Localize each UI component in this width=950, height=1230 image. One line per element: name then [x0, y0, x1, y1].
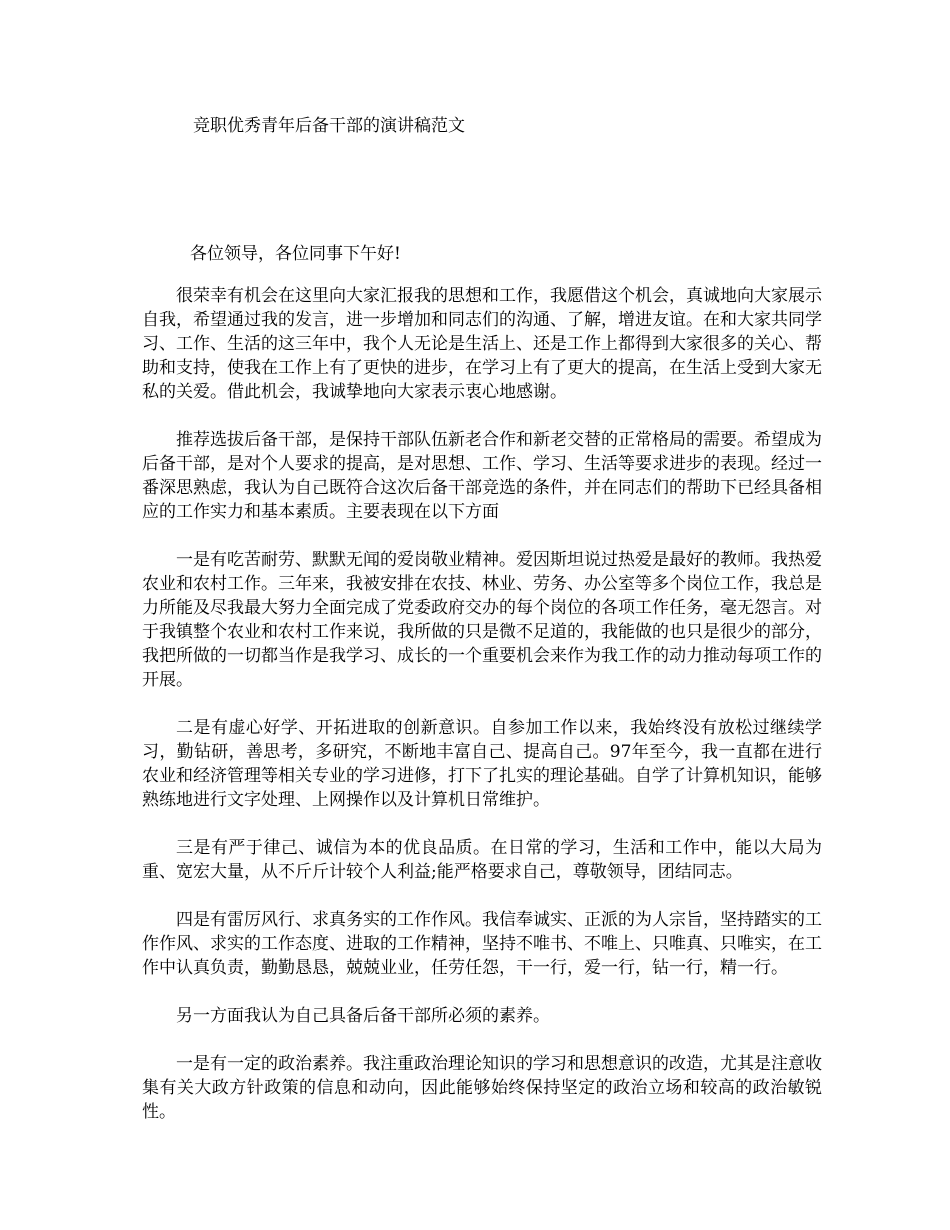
- paragraph: 二是有虚心好学、开拓进取的创新意识。自参加工作以来，我始终没有放松过继续学习，勤钻研，善思考，多研究，不断地丰富自己、提高自己。97年至今，我一直都在进行农业和经济管理等相关专业的学习进修，打下了扎实的理论基础。自学了计算机知识，能够熟练地进行文字处理、上网操作以及计算机日常维护。: [142, 718, 822, 810]
- paragraph: 另一方面我认为自己具备后备干部所必须的素养。: [176, 1006, 550, 1026]
- paragraph: 推荐选拔后备干部，是保持干部队伍新老合作和新老交替的正常格局的需要。希望成为后备干部，是对个人要求的提高，是对思想、工作、学习、生活等要求进步的表现。经过一番深思熟虑，我认为自己既符合这次后备干部竞选的条件，并在同志们的帮助下已经具备相应的工作实力和基本素质。主要表现在以下方面: [142, 430, 822, 522]
- paragraph: 一是有一定的政治素养。我注重政治理论知识的学习和思想意识的改造，尤其是注意收集有关大政方针政策的信息和动向，因此能够始终保持坚定的政治立场和较高的政治敏锐性。: [142, 1054, 822, 1122]
- paragraph: 很荣幸有机会在这里向大家汇报我的思想和工作，我愿借这个机会，真诚地向大家展示自我，希望通过我的发言，进一步增加和同志们的沟通、了解，增进友谊。在和大家共同学习、工作、生活的这三年中，我个人无论是生活上、还是工作上都得到大家很多的关心、帮助和支持，使我在工作上有了更快的进步，在学习上有了更大的提高，在生活上受到大家无私的关爱。借此机会，我诚挚地向大家表示衷心地感谢。: [142, 286, 822, 402]
- paragraph: 一是有吃苦耐劳、默默无闻的爱岗敬业精神。爱因斯坦说过热爱是最好的教师。我热爱农业和农村工作。三年来，我被安排在农技、林业、劳务、办公室等多个岗位工作，我总是力所能及尽我最大努力全面完成了党委政府交办的每个岗位的各项工作任务，毫无怨言。对于我镇整个农业和农村工作来说，我所做的只是微不足道的，我能做的也只是很少的部分，我把所做的一切都当作是我学习、成长的一个重要机会来作为我工作的动力推动每项工作的开展。: [142, 550, 822, 690]
- greeting-line: 各位领导，各位同事下午好!: [190, 244, 401, 264]
- paragraph: 四是有雷厉风行、求真务实的工作作风。我信奉诚实、正派的为人宗旨，坚持踏实的工作作风、求实的工作态度、进取的工作精神，坚持不唯书、不唯上、只唯真、只唯实，在工作中认真负责，勤勤恳恳，兢兢业业，任劳任怨，干一行，爱一行，钻一行，精一行。: [142, 910, 822, 978]
- document-title: 竞职优秀青年后备干部的演讲稿范文: [193, 116, 465, 136]
- document-body: [142, 284, 822, 1148]
- paragraph: 三是有严于律己、诚信为本的优良品质。在日常的学习，生活和工作中，能以大局为重、宽宏大量，从不斤斤计较个人利益;能严格要求自己，尊敬领导，团结同志。: [142, 838, 822, 882]
